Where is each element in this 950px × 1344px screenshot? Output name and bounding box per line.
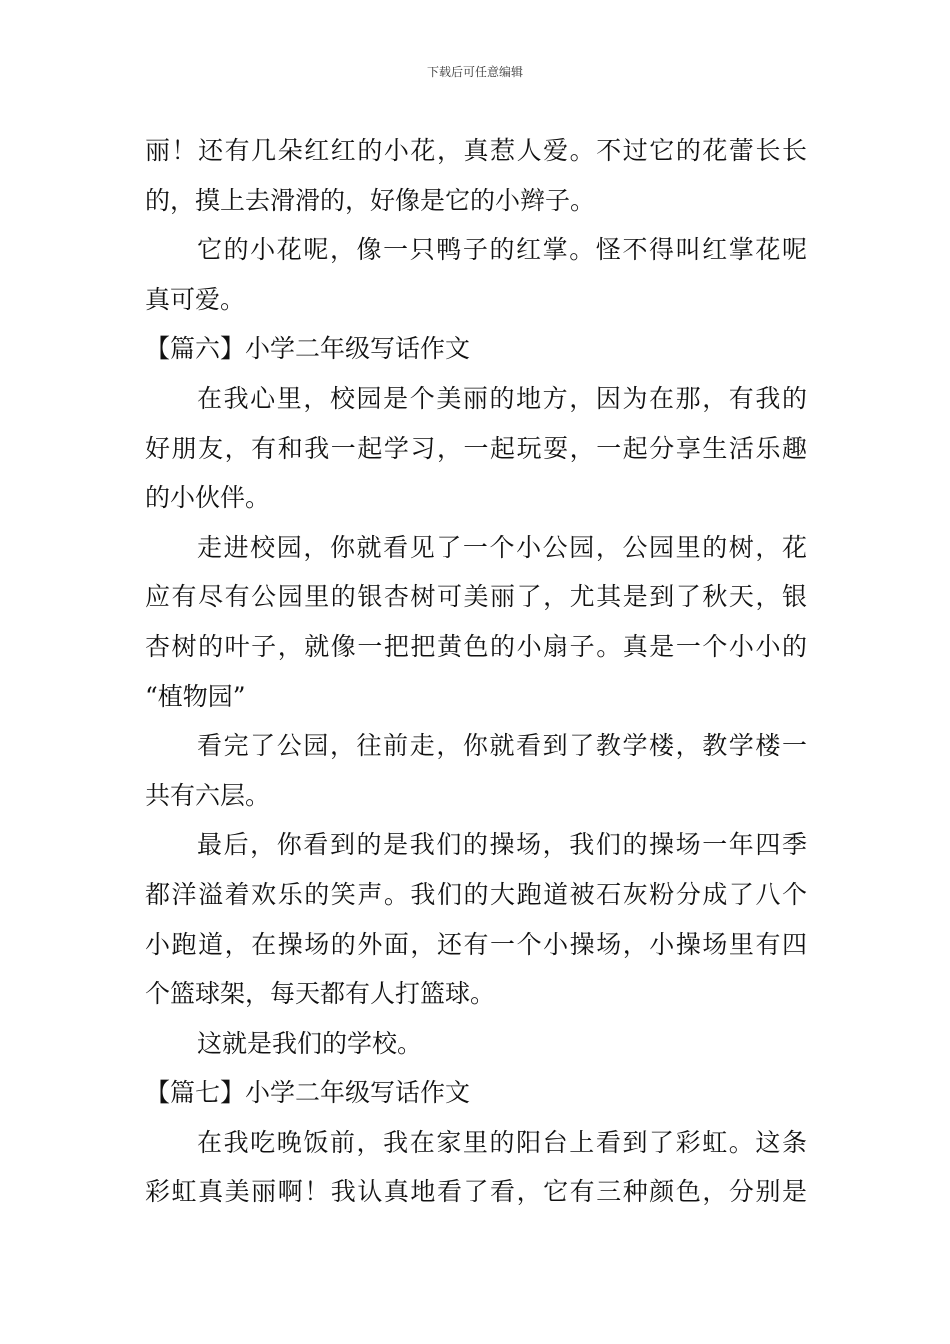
text-line: 都洋溢着欢乐的笑声。我们的大跑道被石灰粉分成了八个 [145,879,807,909]
text-line: 看完了公园，往前走，你就看到了教学楼，教学楼一 [197,731,807,761]
page-header: 下载后可任意编辑 [426,65,523,79]
text-line: 杏树的叶子，就像一把把黄色的小扇子。真是一个小小的 [145,631,807,661]
text-line: 【篇七】小学二年级写话作文 [145,1078,471,1108]
text-line: 应有尽有公园里的银杏树可美丽了，尤其是到了秋天，银 [145,582,807,612]
text-line: 的小伙伴。 [145,483,271,513]
text-line: 个篮球架，每天都有人打篮球。 [145,979,496,1009]
document-body [145,126,807,1217]
text-line: 彩虹真美丽啊！我认真地看了看，它有三种颜色，分别是 [145,1177,807,1207]
text-line: 真可爱。 [145,284,246,314]
text-line: “植物园” [145,681,246,711]
text-line: 这就是我们的学校。 [197,1028,423,1058]
text-line: 好朋友，有和我一起学习，一起玩耍，一起分享生活乐趣 [145,433,807,463]
text-line: 【篇六】小学二年级写话作文 [145,334,471,364]
text-line: 丽！还有几朵红红的小花，真惹人爱。不过它的花蕾长长 [145,136,807,165]
text-line: 共有六层。 [145,780,271,810]
text-line: 它的小花呢，像一只鸭子的红掌。怪不得叫红掌花呢 [197,235,807,265]
text-line: 走进校园，你就看见了一个小公园，公园里的树，花 [197,532,807,562]
text-line: 最后，你看到的是我们的操场，我们的操场一年四季 [197,830,807,860]
text-line: 在我吃晚饭前，我在家里的阳台上看到了彩虹。这条 [197,1127,807,1157]
text-line: 小跑道，在操场的外面，还有一个小操场，小操场里有四 [145,929,807,959]
text-line: 在我心里，校园是个美丽的地方，因为在那，有我的 [197,383,807,413]
text-line: 的，摸上去滑滑的，好像是它的小辫子。 [145,185,596,215]
